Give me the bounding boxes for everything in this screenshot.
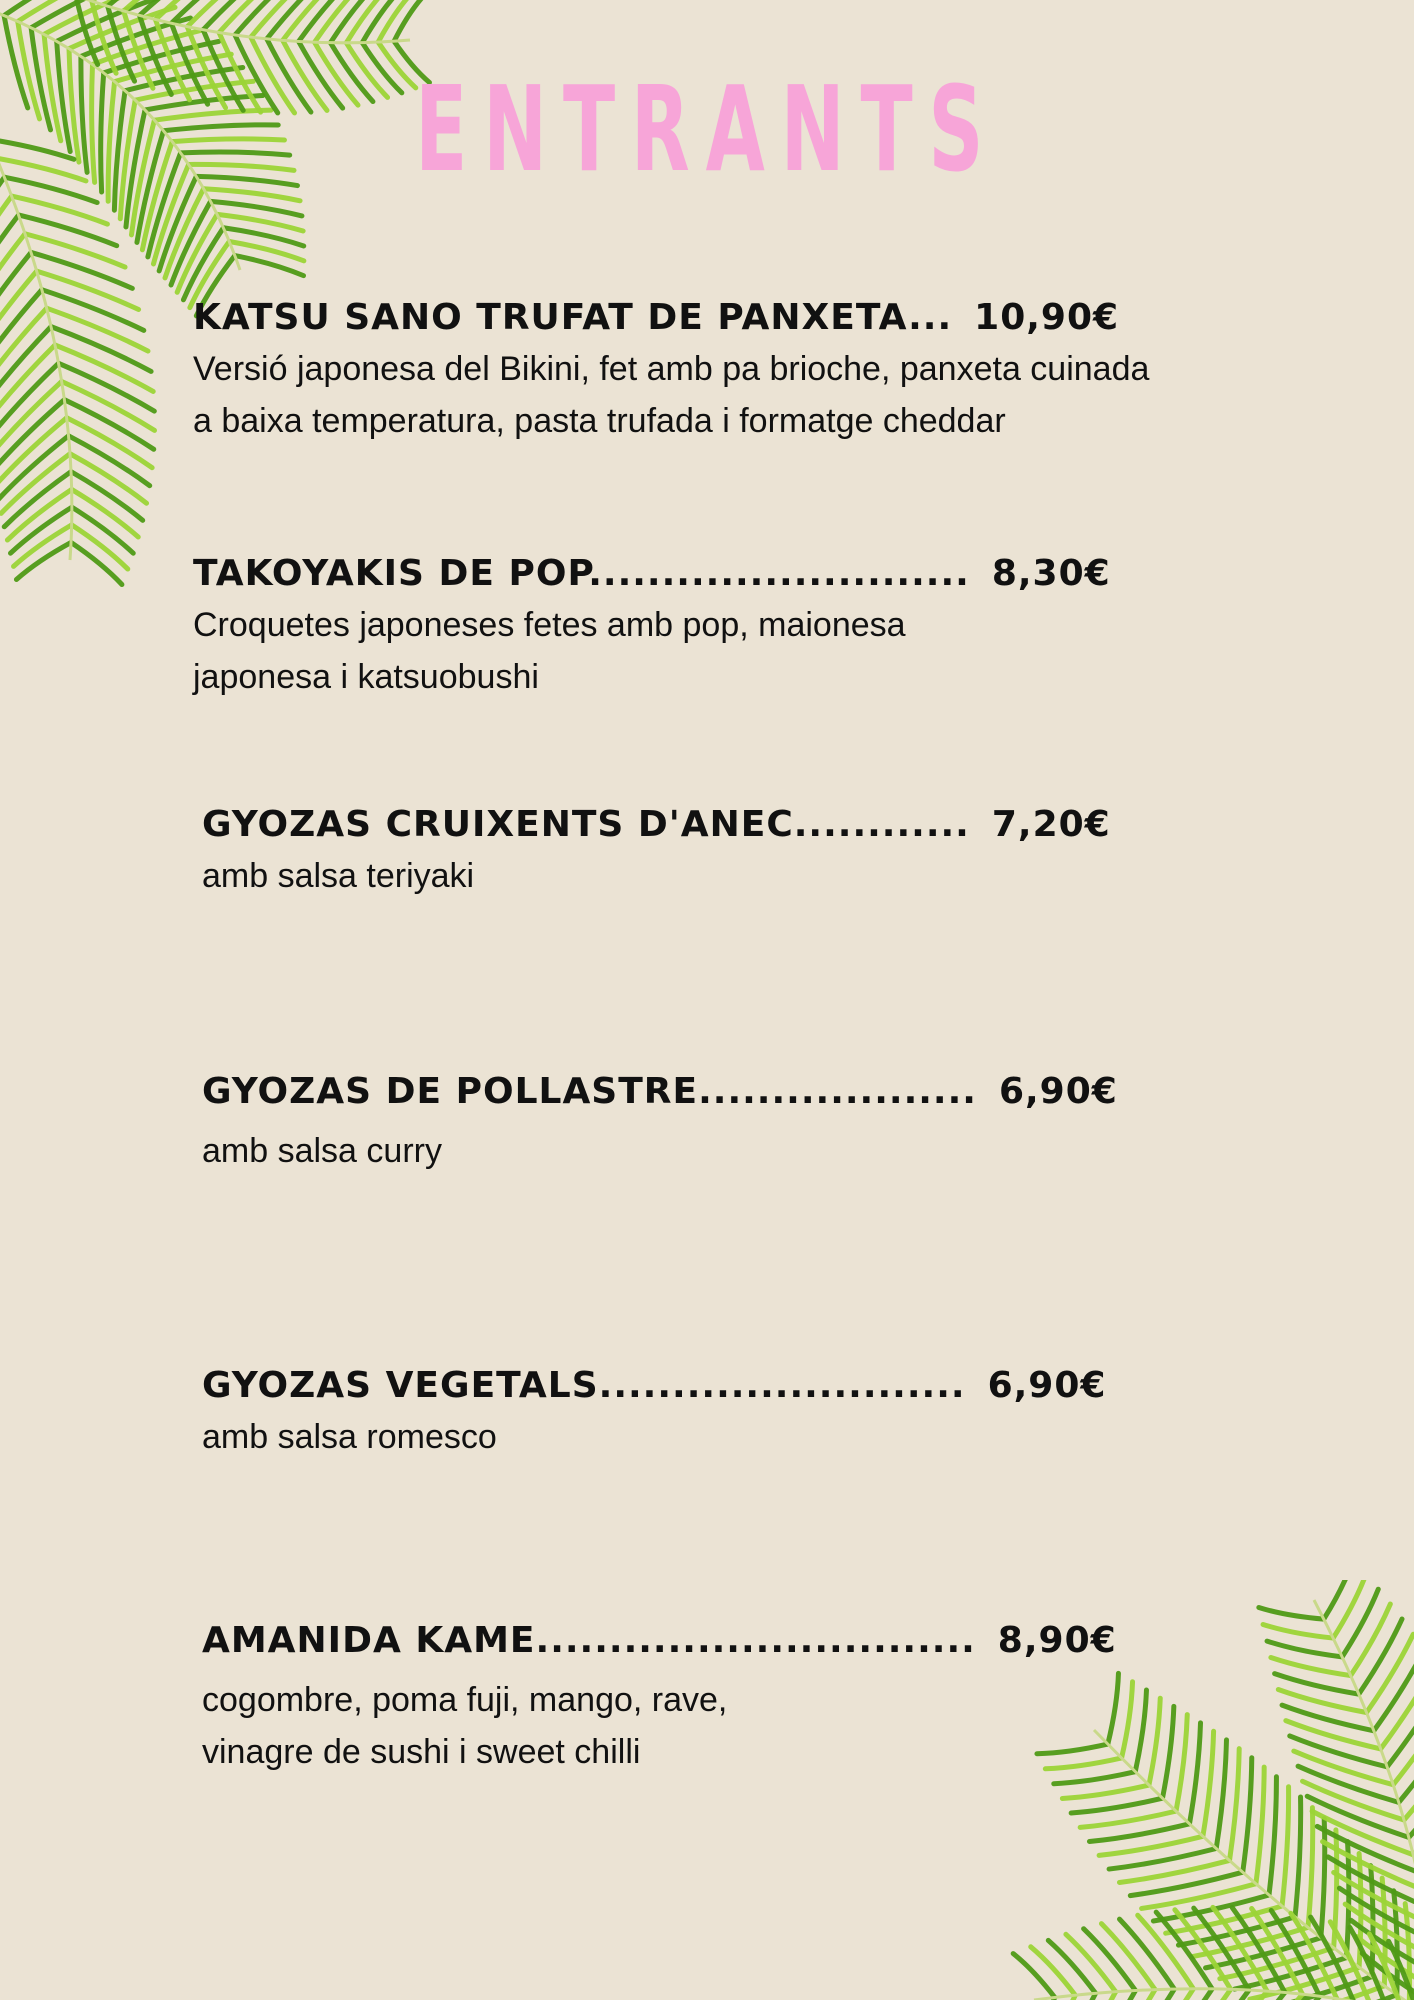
description-line: amb salsa curry [202, 1132, 442, 1171]
menu-item-price: 6,90€ [998, 1071, 1118, 1112]
menu-item-description [202, 1674, 1117, 1778]
menu-item-description [193, 343, 1149, 447]
menu-item-description [193, 599, 1111, 703]
menu-item-takoyakis [193, 552, 1111, 703]
menu-item-name: GYOZAS VEGETALS......................... [202, 1365, 966, 1406]
menu-item-gyozas-pollastre [202, 1070, 1118, 1177]
menu-item-price: 8,30€ [991, 553, 1111, 594]
menu-item-gyozas-anec [202, 803, 1111, 902]
menu-item-description [202, 1125, 1118, 1177]
menu-item-price: 8,90€ [997, 1620, 1117, 1661]
menu-item-name: GYOZAS CRUIXENTS D'ANEC............ [202, 804, 970, 845]
menu-item-heading [202, 1364, 1106, 1407]
page-title: ENTRANTS [415, 60, 1000, 198]
menu-item-name: KATSU SANO TRUFAT DE PANXETA... [193, 297, 953, 338]
menu-item-heading [193, 552, 1111, 595]
description-line: vinagre de sushi i sweet chilli [202, 1733, 641, 1772]
menu-item-gyozas-vegetals [202, 1364, 1106, 1463]
description-line: amb salsa teriyaki [202, 857, 475, 896]
menu-item-heading [202, 803, 1111, 846]
menu-item-description [202, 1411, 1106, 1463]
description-line: cogombre, poma fuji, mango, rave, [202, 1681, 728, 1720]
menu-item-name: TAKOYAKIS DE POP.......................... [193, 553, 970, 594]
menu-item-price: 6,90€ [987, 1365, 1107, 1406]
menu-item-price: 7,20€ [991, 804, 1111, 845]
menu-item-price: 10,90€ [974, 297, 1120, 338]
menu-item-name: GYOZAS DE POLLASTRE................... [202, 1071, 977, 1112]
description-line: Versió japonesa del Bikini, fet amb pa brioche, panxeta cuinada [193, 350, 1150, 389]
menu-item-katsu [193, 296, 1149, 447]
description-line: japonesa i katsuobushi [193, 658, 539, 697]
description-line: Croquetes japoneses fetes amb pop, maionesa [193, 606, 906, 645]
menu-item-name: AMANIDA KAME.............................. [202, 1620, 976, 1661]
description-line: a baixa temperatura, pasta trufada i formatge cheddar [193, 402, 1006, 441]
menu-item-heading [202, 1619, 1117, 1662]
menu-item-amanida-kame [202, 1619, 1117, 1778]
description-line: amb salsa romesco [202, 1418, 497, 1457]
menu-item-heading [202, 1070, 1118, 1113]
menu-item-description [202, 850, 1111, 902]
menu-item-heading [193, 296, 1149, 339]
